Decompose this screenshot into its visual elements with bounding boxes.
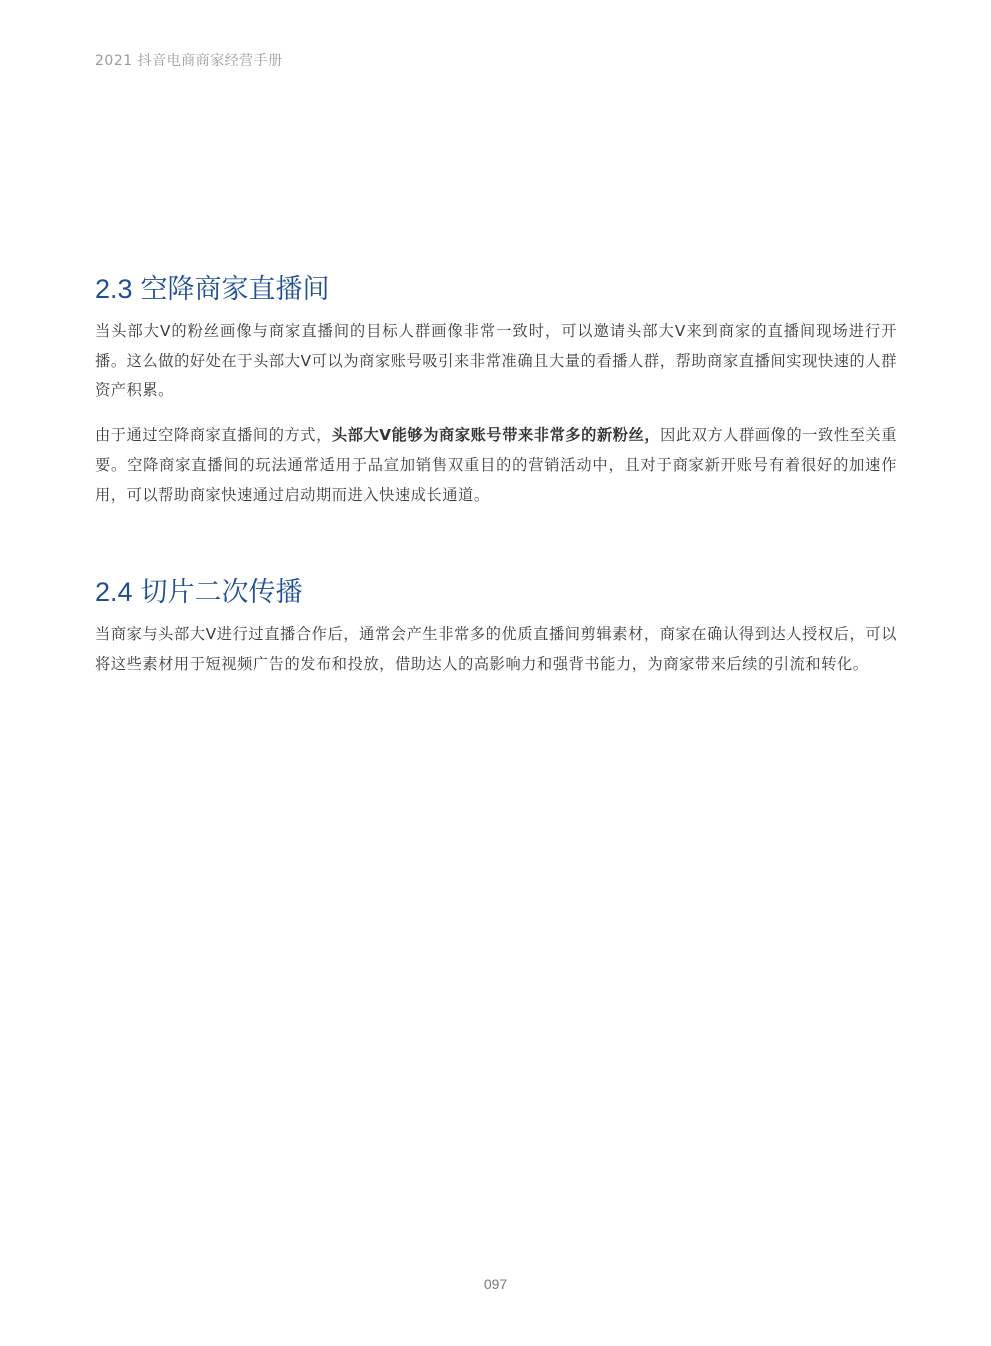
section-2-3	[95, 270, 897, 510]
section-number: 2.3	[95, 274, 133, 304]
paragraph-emphasis: 头部大Ⅴ能够为商家账号带来非常多的新粉丝，	[331, 426, 661, 445]
section-number: 2.4	[95, 577, 133, 607]
page-number: 097	[483, 1276, 508, 1292]
body-paragraph	[95, 620, 897, 679]
section-2-4	[95, 573, 897, 679]
paragraph-text: 由于通过空降商家直播间的方式，	[95, 426, 332, 445]
section-heading	[95, 270, 897, 309]
paragraph-text-tail: 因此双方人群画像的一致性至关重要。空降商家直播间的玩法通常适用于品宣加销售双重目的的营销活动中，且对于商家新开账号有着很好的加速作用，可以帮助商家快速通过启动期而进入快速成长通道。	[95, 426, 898, 504]
paragraph-text: 当商家与头部大Ⅴ进行过直播合作后，通常会产生非常多的优质直播间剪辑素材，商家在确认得到达人授权后，可以将这些素材用于短视频广告的发布和投放，借助达人的高影响力和强背书能力，为商家带来后续的引流和转化。	[95, 625, 897, 673]
section-title: 空降商家直播间	[140, 274, 330, 305]
paragraph-text: 当头部大Ⅴ的粉丝画像与商家直播间的目标人群画像非常一致时，可以邀请头部大Ⅴ来到商家的直播间现场进行开播。这么做的好处在于头部大Ⅴ可以为商家账号吸引来非常准确且大量的看播人群，帮助商家直播间实现快速的人群资产积累。	[95, 322, 897, 400]
body-paragraph	[95, 421, 897, 510]
section-heading	[95, 573, 897, 612]
section-title: 切片二次传播	[140, 577, 303, 608]
body-paragraph	[95, 317, 897, 406]
running-header: 2021 抖音电商商家经营手册	[95, 53, 283, 69]
